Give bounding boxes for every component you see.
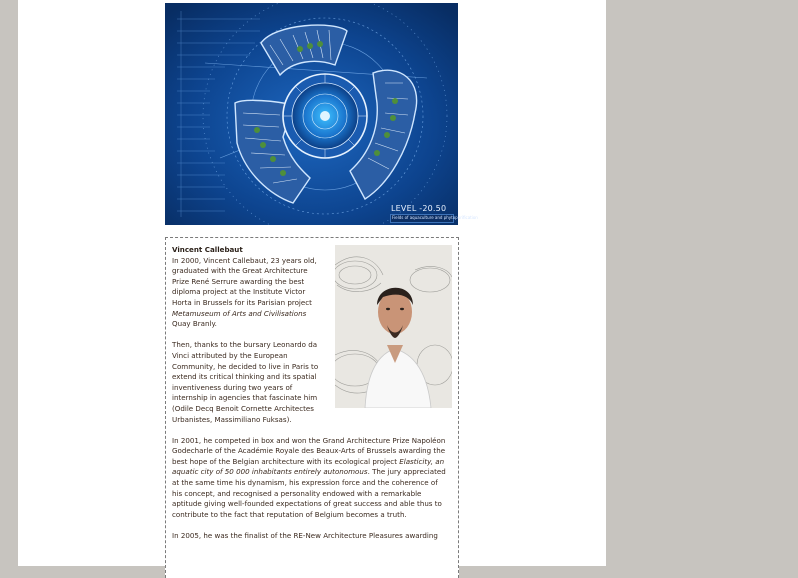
caption-text: Fields of aquaculture and phytopurification [392,215,478,220]
paragraph-3-text: In 2001, he competed in box and won the Grand Architecture Prize Napoléon Godecharle of the Académie Royale des Beaux-Arts of Brussels awarding the best hope of the Belgian architecture with its ecological project [172,435,446,466]
level-label: LEVEL -20.50 [391,204,447,213]
paragraph-3-italic: Elasticity, an aquatic city of 50 000 inhabitants entirely autonomous [172,456,445,477]
blueprint-drawing [165,3,458,225]
paragraph-4: In 2005, he was the finalist of the RE-New Architecture Pleasures awarding [172,531,438,541]
biography-box [165,237,459,578]
paragraph-1-text: In 2000, Vincent Callebaut, 23 years old, graduated with the Great Architecture Prize René Serrure awarding the best diploma project at the Institute Victor Horta in Brussels for its Parisian project [172,255,317,307]
paragraph-2: Then, thanks to the bursary Leonardo da Vinci attributed by the European Community, he decided to live in Paris to extend its critical thinking and its spatial inventiveness during two years of internship in agencies that fascinate him (Odile Decq Benoit Cornette Architectes Urbanistes, Massimiliano Fuksas). [172,340,319,424]
paragraph-1 [172,256,324,330]
paragraph-1-italic: Metamuseum of Arts and Civilisations [172,308,307,318]
intro-block [172,245,324,425]
hero-blueprint-image [165,3,458,225]
author-name: Vincent Callebaut [172,245,243,254]
paragraph-3 [172,436,450,521]
paragraph-3-end: . The jury appreciated at the same time his dynamism, his expression force and the coherence of his concept, and recognised a personality endowed with a remarkable aptitude giving well-founded expectations of great success and able thus to contribute to the fact that reputation of Belgium becomes a truth. [172,467,446,519]
paragraph-1-end: Quay Branly. [172,319,217,329]
biography-text [172,245,450,552]
